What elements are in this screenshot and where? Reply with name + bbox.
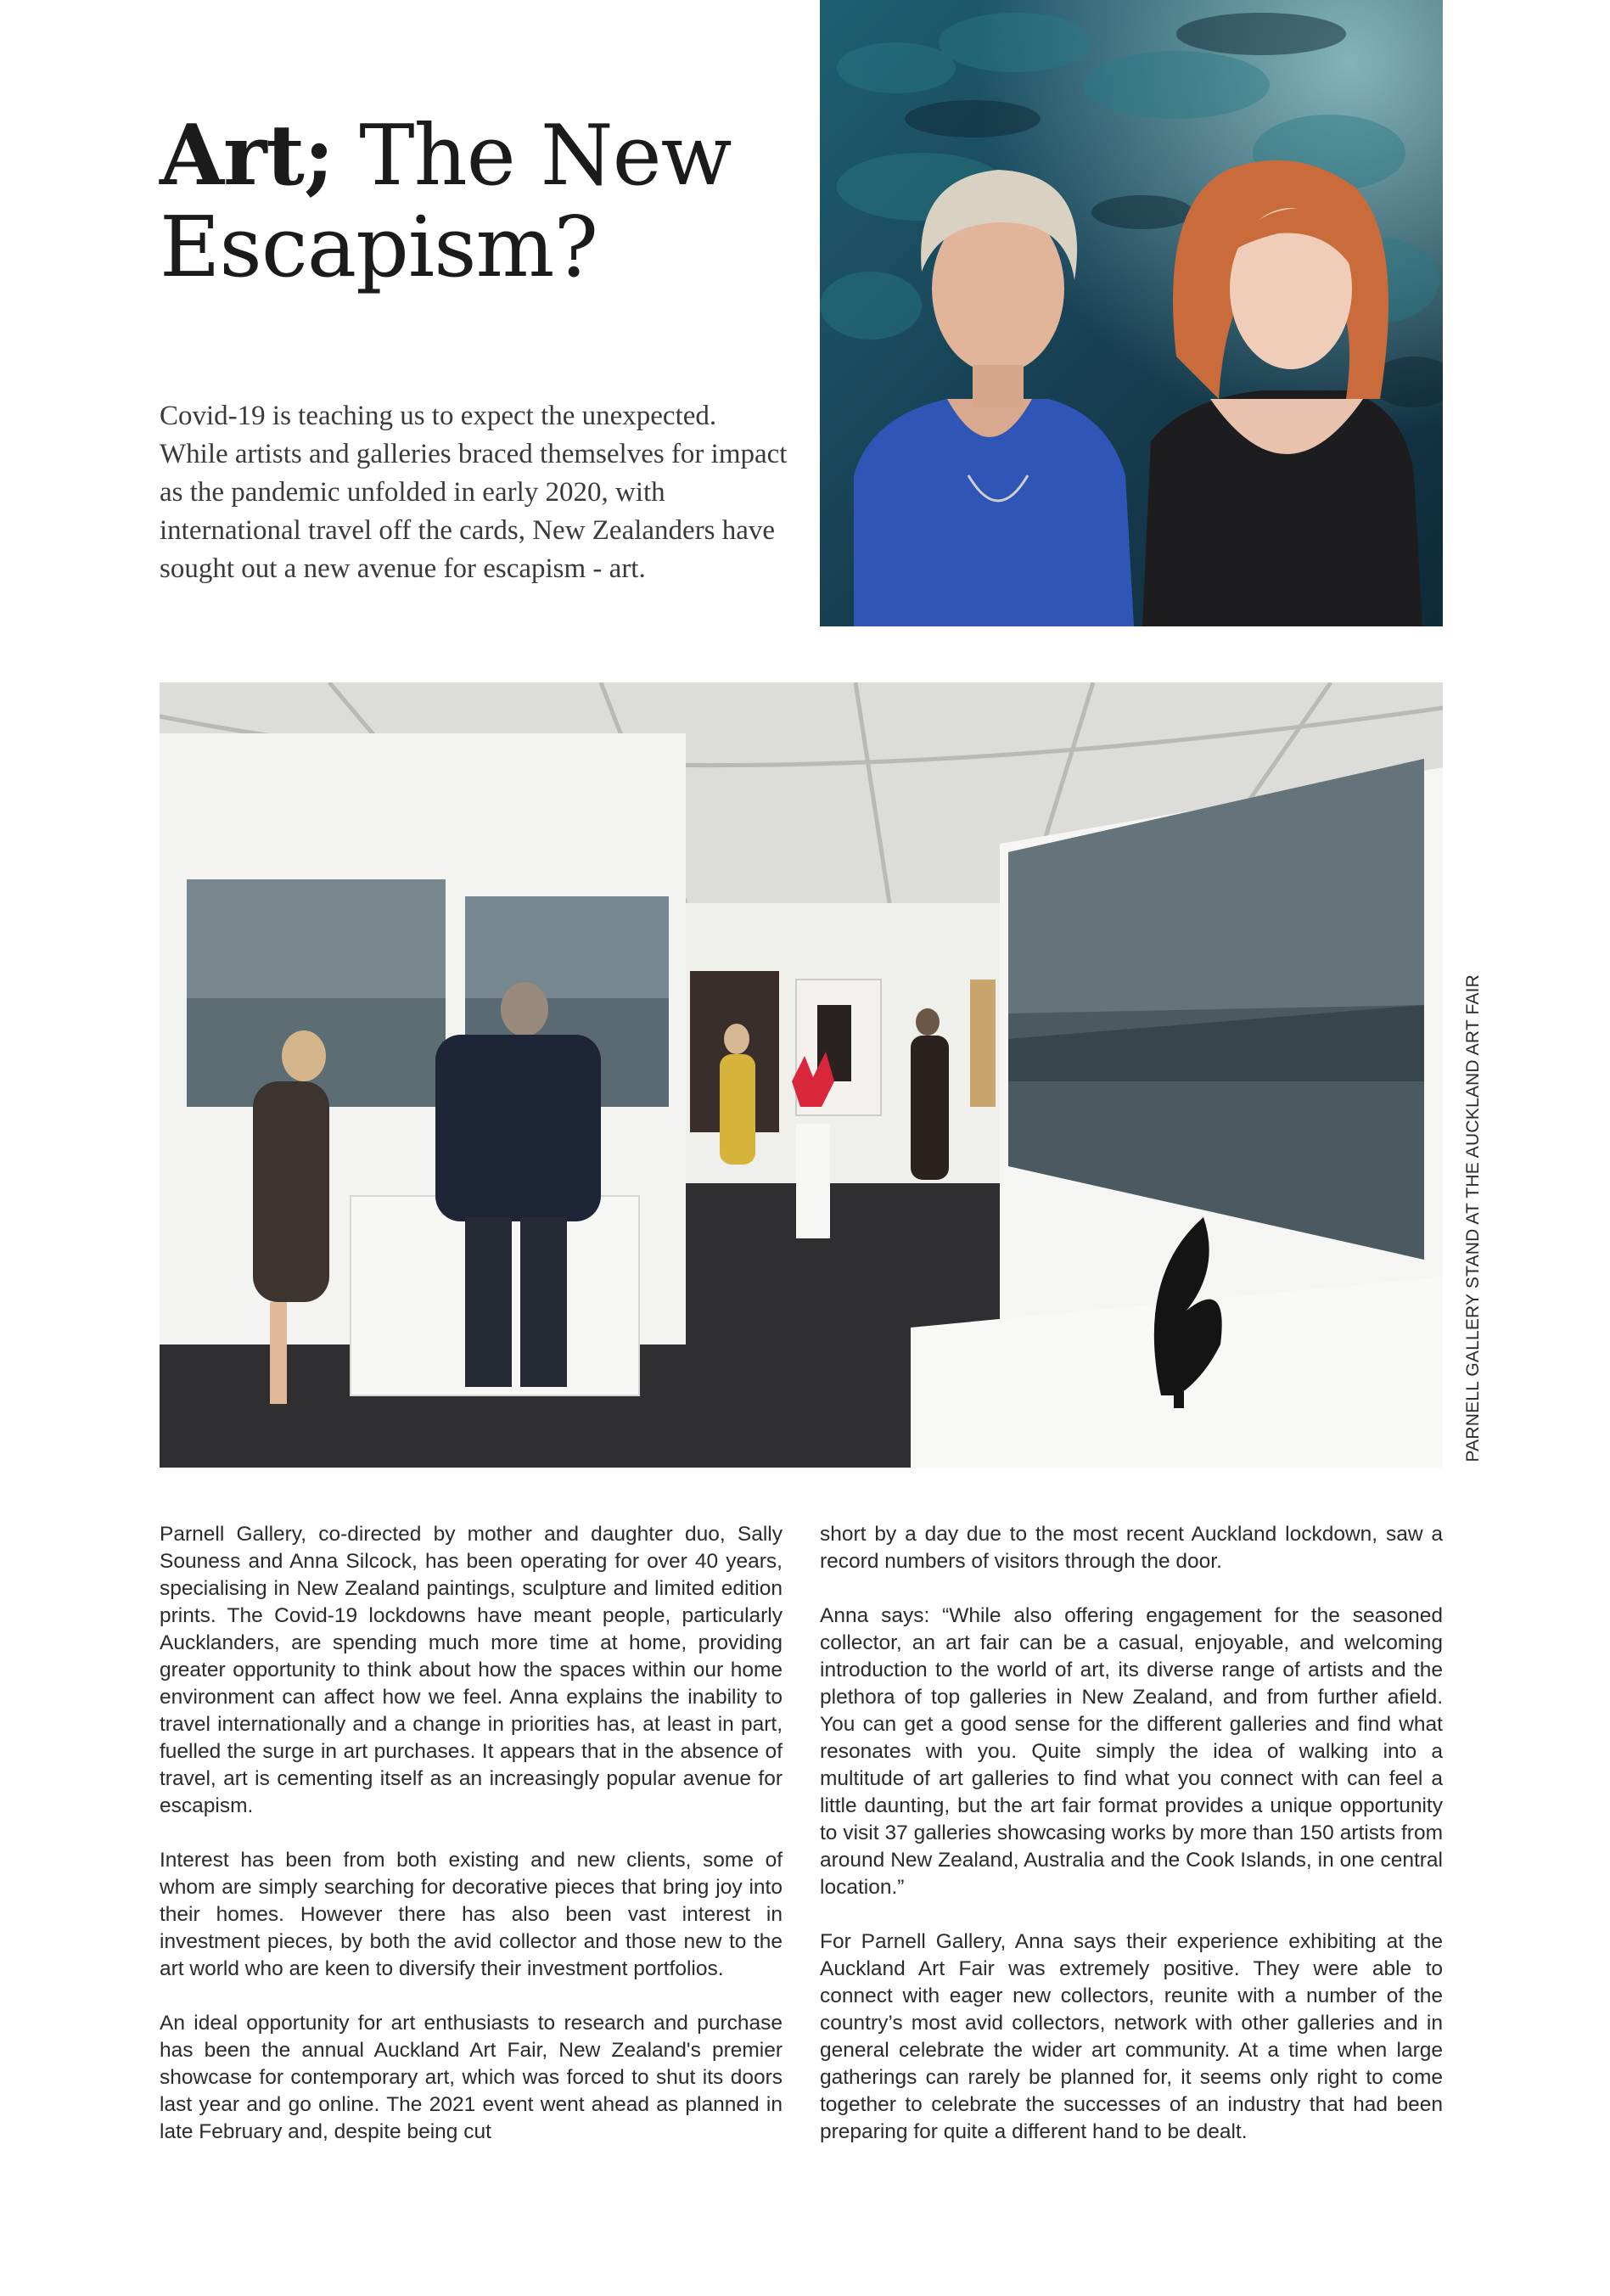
body-column-left	[160, 1521, 783, 2173]
art-fair-photo-illustration	[160, 682, 1443, 1468]
art-fair-photo	[160, 682, 1443, 1468]
body-paragraph: For Parnell Gallery, Anna says their experience exhibiting at the Auckland Art Fair was extremely positive. They were able to connect with eager new collectors, reunite with a number of the country’s most avid collectors, network with other galleries and in general celebrate the wider art community. At a time when large gatherings can rarely be planned for, it seems only right to come together to celebrate the successes of an industry that had been preparing for quite a different hand to be dealt.	[820, 1930, 1443, 2143]
article-title	[160, 107, 754, 296]
article-intro: Covid-19 is teaching us to expect the unexpected. While artists and galleries braced themselves for impact as the pandemic unfolded in early 2020, with international travel off the cards, New Zealanders have sought out a new avenue for escapism - art.	[160, 401, 788, 584]
article-title-bold: Art;	[160, 107, 334, 205]
portrait-photo	[820, 0, 1443, 626]
article-title-rest: The New Escapism?	[160, 108, 732, 296]
body-paragraph: Interest has been from both existing and new clients, some of whom are simply searching for decorative pieces that bring joy into their homes. However there has also been vast interest in investment pieces, by both the avid collector and those new to the art world who are keen to diversify their investment portfolios.	[160, 1849, 783, 1980]
body-paragraph: Anna says: “While also offering engagement for the seasoned collector, an art fair can be a casual, enjoyable, and welcoming introduction to the world of art, its diverse range of artists and the plethora of top galleries in New Zealand, and from further afield. You can get a good sense for the different galleries and find what resonates with you. Quite simply the idea of walking into a multitude of art galleries to find what you connect with can feel a little daunting, but the art fair format provides a unique opportunity to visit 37 galleries showcasing works by more than 150 artists from around New Zealand, Australia and the Cook Islands, in one central location.”	[820, 1604, 1443, 1899]
body-paragraph: An ideal opportunity for art enthusiasts to research and purchase has been the annual Auckland Art Fair, New Zealand's premier showcase for contemporary art, which was forced to shut its doors last year and go online. The 2021 event went ahead as planned in late February and, despite being cut	[160, 2012, 783, 2143]
body-column-right	[820, 1521, 1443, 2173]
portrait-photo-illustration	[820, 0, 1443, 626]
body-paragraph: Parnell Gallery, co-directed by mother and daughter duo, Sally Souness and Anna Silcock, has been operating for over 40 years, specialising in New Zealand paintings, sculpture and limited edition prints. The Covid-19 lockdowns have meant people, particularly Aucklanders, are spending much more time at home, providing greater opportunity to think about how the spaces within our home environment can affect how we feel. Anna explains the inability to travel internationally and a change in priorities has, at least in part, fuelled the surge in art purchases. It appears that in the absence of travel, art is cementing itself as an increasingly popular avenue for escapism.	[160, 1523, 783, 1817]
body-paragraph: short by a day due to the most recent Auckland lockdown, saw a record numbers of visitors through the door.	[820, 1523, 1443, 1573]
photo-caption: PARNELL GALLERY STAND AT THE AUCKLAND ART FAIR	[1463, 974, 1483, 1462]
